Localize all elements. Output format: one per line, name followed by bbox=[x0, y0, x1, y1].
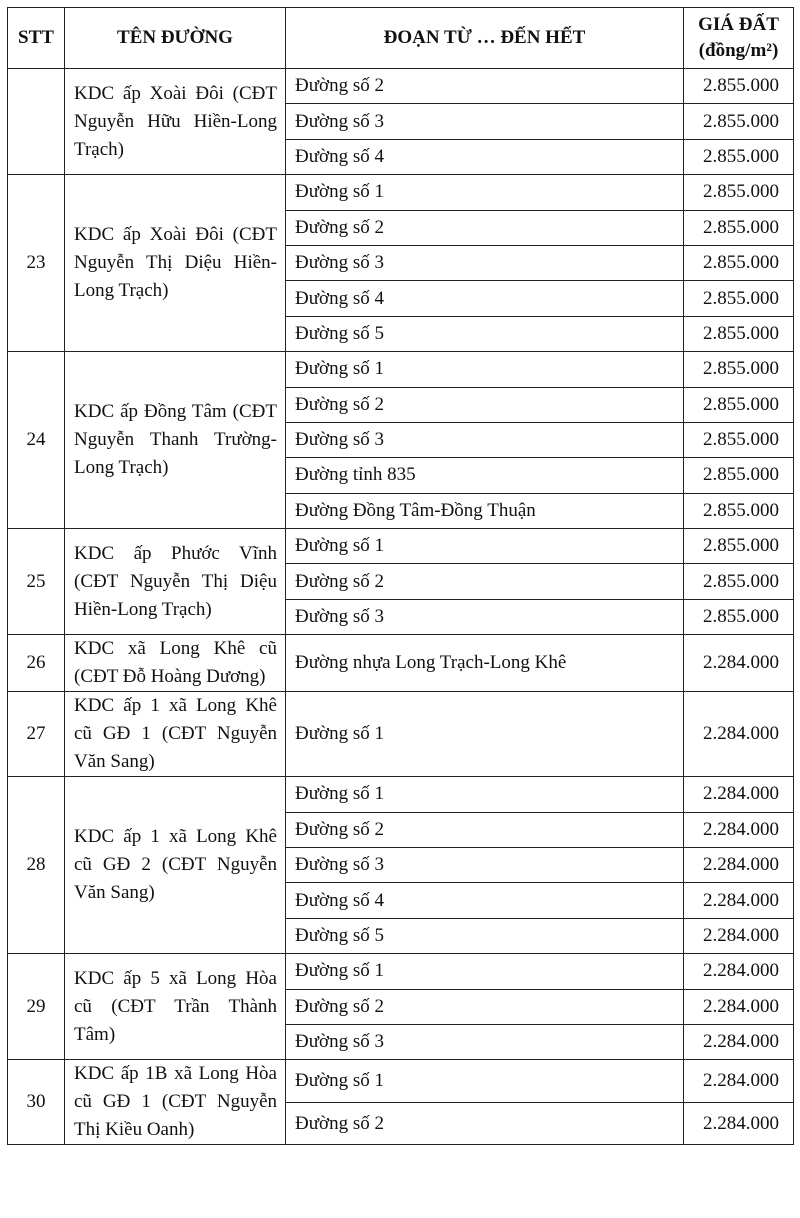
stt-cell bbox=[8, 69, 65, 175]
segment-cell: Đường số 2 bbox=[286, 1102, 684, 1145]
table-row bbox=[8, 1060, 794, 1103]
price-cell: 2.855.000 bbox=[684, 175, 794, 210]
segment-cell: Đường nhựa Long Trạch-Long Khê bbox=[286, 635, 684, 692]
price-cell: 2.284.000 bbox=[684, 1102, 794, 1145]
price-cell: 2.855.000 bbox=[684, 599, 794, 634]
segment-cell: Đường số 2 bbox=[286, 387, 684, 422]
street-name-cell: KDC ấp 1 xã Long Khê cũ GĐ 2 (CĐT Nguyễn Văn Sang) bbox=[65, 777, 286, 954]
street-name-cell: KDC ấp 1 xã Long Khê cũ GĐ 1 (CĐT Nguyễn Văn Sang) bbox=[65, 692, 286, 777]
segment-cell: Đường số 1 bbox=[286, 529, 684, 564]
segment-cell: Đường số 1 bbox=[286, 692, 684, 777]
price-cell: 2.284.000 bbox=[684, 777, 794, 812]
segment-cell: Đường số 1 bbox=[286, 175, 684, 210]
table-body bbox=[8, 69, 794, 1145]
price-cell: 2.855.000 bbox=[684, 69, 794, 104]
segment-cell: Đường tỉnh 835 bbox=[286, 458, 684, 493]
header-stt: STT bbox=[8, 8, 65, 69]
price-cell: 2.855.000 bbox=[684, 564, 794, 599]
price-cell: 2.855.000 bbox=[684, 529, 794, 564]
table-row bbox=[8, 777, 794, 812]
price-cell: 2.284.000 bbox=[684, 918, 794, 953]
segment-cell: Đường số 3 bbox=[286, 848, 684, 883]
stt-cell: 30 bbox=[8, 1060, 65, 1145]
segment-cell: Đường số 3 bbox=[286, 245, 684, 280]
price-cell: 2.855.000 bbox=[684, 316, 794, 351]
stt-cell: 26 bbox=[8, 635, 65, 692]
price-cell: 2.855.000 bbox=[684, 281, 794, 316]
segment-cell: Đường số 2 bbox=[286, 210, 684, 245]
segment-cell: Đường số 1 bbox=[286, 777, 684, 812]
stt-cell: 28 bbox=[8, 777, 65, 954]
price-cell: 2.284.000 bbox=[684, 635, 794, 692]
header-price-label: GIÁ ĐẤT bbox=[698, 14, 779, 35]
price-cell: 2.855.000 bbox=[684, 387, 794, 422]
header-price bbox=[684, 8, 794, 69]
price-cell: 2.284.000 bbox=[684, 883, 794, 918]
segment-cell: Đường số 3 bbox=[286, 1024, 684, 1059]
price-cell: 2.284.000 bbox=[684, 1060, 794, 1103]
land-price-table bbox=[7, 7, 794, 1145]
table-row bbox=[8, 352, 794, 387]
table-row bbox=[8, 529, 794, 564]
stt-cell: 23 bbox=[8, 175, 65, 352]
stt-cell: 27 bbox=[8, 692, 65, 777]
segment-cell: Đường Đồng Tâm-Đồng Thuận bbox=[286, 493, 684, 528]
price-cell: 2.284.000 bbox=[684, 812, 794, 847]
header-street-name: TÊN ĐƯỜNG bbox=[65, 8, 286, 69]
segment-cell: Đường số 1 bbox=[286, 954, 684, 989]
table-row bbox=[8, 692, 794, 777]
segment-cell: Đường số 5 bbox=[286, 316, 684, 351]
price-cell: 2.284.000 bbox=[684, 954, 794, 989]
price-cell: 2.855.000 bbox=[684, 210, 794, 245]
header-price-unit: (đồng/m²) bbox=[698, 40, 779, 61]
street-name-cell: KDC ấp 5 xã Long Hòa cũ (CĐT Trần Thành Tâm) bbox=[65, 954, 286, 1060]
price-cell: 2.855.000 bbox=[684, 493, 794, 528]
street-name-cell: KDC xã Long Khê cũ (CĐT Đỗ Hoàng Dương) bbox=[65, 635, 286, 692]
segment-cell: Đường số 4 bbox=[286, 883, 684, 918]
segment-cell: Đường số 2 bbox=[286, 812, 684, 847]
segment-cell: Đường số 1 bbox=[286, 352, 684, 387]
street-name-cell: KDC ấp Phước Vĩnh (CĐT Nguyễn Thị Diệu Hiền-Long Trạch) bbox=[65, 529, 286, 635]
segment-cell: Đường số 2 bbox=[286, 564, 684, 599]
segment-cell: Đường số 2 bbox=[286, 989, 684, 1024]
segment-cell: Đường số 4 bbox=[286, 281, 684, 316]
price-cell: 2.284.000 bbox=[684, 848, 794, 883]
price-cell: 2.855.000 bbox=[684, 139, 794, 174]
segment-cell: Đường số 2 bbox=[286, 69, 684, 104]
table-row bbox=[8, 635, 794, 692]
street-name-cell: KDC ấp Đồng Tâm (CĐT Nguyễn Thanh Trường-Long Trạch) bbox=[65, 352, 286, 529]
table-row bbox=[8, 69, 794, 104]
segment-cell: Đường số 3 bbox=[286, 599, 684, 634]
street-name-cell: KDC ấp Xoài Đôi (CĐT Nguyễn Hữu Hiền-Long Trạch) bbox=[65, 69, 286, 175]
segment-cell: Đường số 1 bbox=[286, 1060, 684, 1103]
stt-cell: 24 bbox=[8, 352, 65, 529]
price-cell: 2.855.000 bbox=[684, 104, 794, 139]
price-cell: 2.855.000 bbox=[684, 458, 794, 493]
price-cell: 2.855.000 bbox=[684, 422, 794, 457]
stt-cell: 29 bbox=[8, 954, 65, 1060]
price-cell: 2.855.000 bbox=[684, 245, 794, 280]
street-name-cell: KDC ấp 1B xã Long Hòa cũ GĐ 1 (CĐT Nguyễn Thị Kiều Oanh) bbox=[65, 1060, 286, 1145]
price-cell: 2.284.000 bbox=[684, 1024, 794, 1059]
segment-cell: Đường số 4 bbox=[286, 139, 684, 174]
price-cell: 2.284.000 bbox=[684, 989, 794, 1024]
header-segment: ĐOẠN TỪ … ĐẾN HẾT bbox=[286, 8, 684, 69]
segment-cell: Đường số 3 bbox=[286, 422, 684, 457]
table-row bbox=[8, 175, 794, 210]
price-cell: 2.855.000 bbox=[684, 352, 794, 387]
table-row bbox=[8, 954, 794, 989]
stt-cell: 25 bbox=[8, 529, 65, 635]
segment-cell: Đường số 5 bbox=[286, 918, 684, 953]
price-cell: 2.284.000 bbox=[684, 692, 794, 777]
segment-cell: Đường số 3 bbox=[286, 104, 684, 139]
street-name-cell: KDC ấp Xoài Đôi (CĐT Nguyễn Thị Diệu Hiền-Long Trạch) bbox=[65, 175, 286, 352]
header-row bbox=[8, 8, 794, 69]
